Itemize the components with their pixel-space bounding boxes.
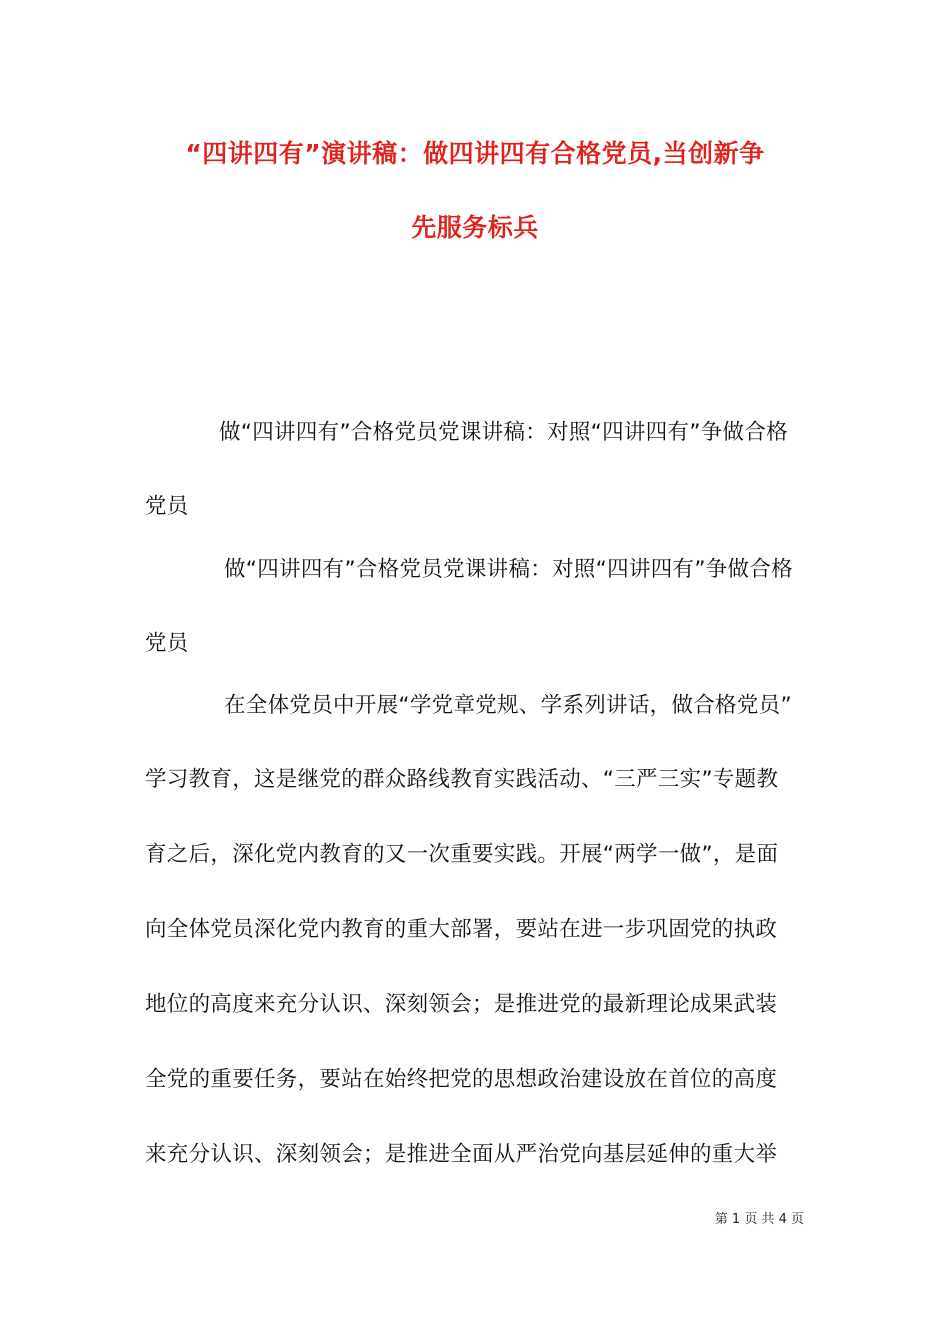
body-line: 学习教育，这是继党的群众路线教育实践活动、“三严三实”专题教: [145, 767, 779, 792]
body-line: 地位的高度来充分认识、深刻领会；是推进党的最新理论成果武装: [145, 992, 778, 1017]
page-number-footer: 第 1 页 共 4 页: [714, 1212, 804, 1227]
body-line: 全党的重要任务，要站在始终把党的思想政治建设放在首位的高度: [145, 1067, 778, 1092]
body-line: 党员: [145, 631, 189, 656]
body-line: 向全体党员深化党内教育的重大部署，要站在进一步巩固党的执政: [145, 917, 778, 942]
body-line: 育之后，深化党内教育的又一次重要实践。开展“两学一做”，是面: [145, 842, 779, 867]
document-title-line-1: “四讲四有”演讲稿：做四讲四有合格党员,当创新争: [185, 139, 765, 168]
body-line: 来充分认识、深刻领会；是推进全面从严治党向基层延伸的重大举: [145, 1142, 778, 1167]
body-line: 党员: [145, 494, 189, 519]
body-line: 在全体党员中开展“学党章党规、学系列讲话，做合格党员”: [224, 693, 792, 718]
body-line: 做“四讲四有”合格党员党课讲稿：对照“四讲四有”争做合格: [219, 420, 788, 445]
body-line: 做“四讲四有”合格党员党课讲稿：对照“四讲四有”争做合格: [224, 557, 793, 582]
document-title-line-2: 先服务标兵: [411, 213, 539, 242]
